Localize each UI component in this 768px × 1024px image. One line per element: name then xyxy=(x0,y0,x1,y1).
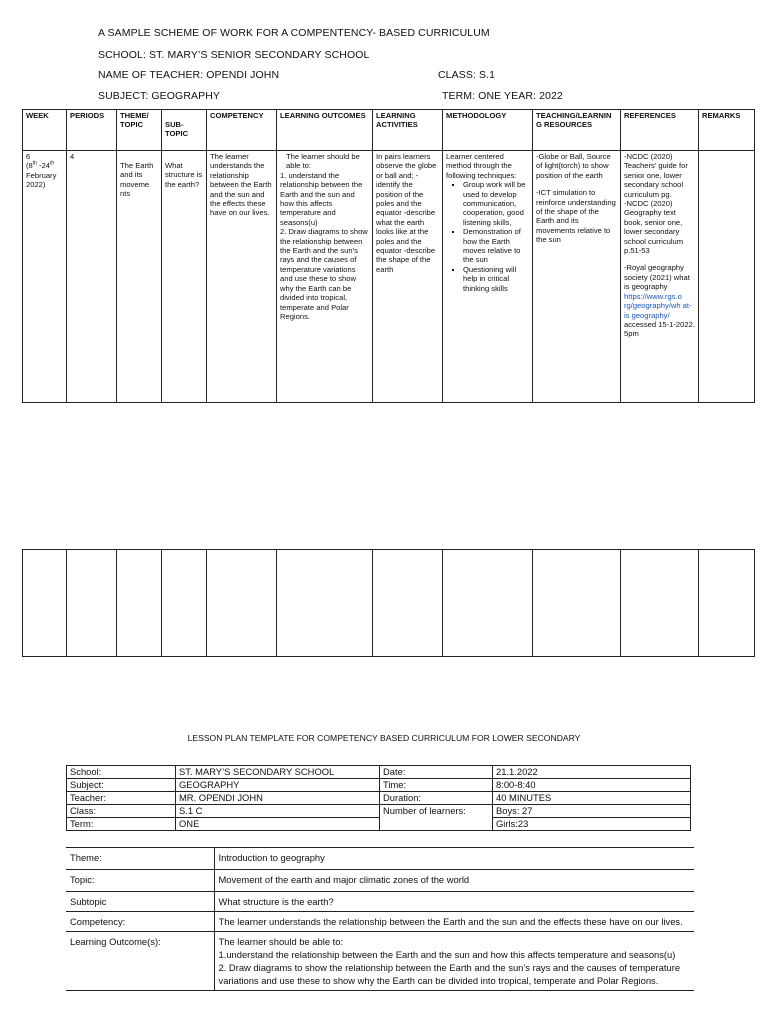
time-label: Time: xyxy=(380,779,493,792)
empty-row xyxy=(23,550,755,657)
class-label: Class: xyxy=(67,805,176,818)
info-row xyxy=(67,779,691,792)
scheme-header-row xyxy=(23,110,755,151)
subject-line: SUBJECT: GEOGRAPHY xyxy=(98,90,220,102)
competency-cell: The learner understands the relationship between the Earth and the sun and the effects these have on our lives. xyxy=(207,151,277,403)
info-row xyxy=(67,805,691,818)
subtopic-label: Subtopic xyxy=(66,892,214,912)
activities-header: LEARNING ACTIVITIES xyxy=(373,110,443,151)
subject-value: GEOGRAPHY xyxy=(176,779,380,792)
outcomes-intro: The learner should be able to: xyxy=(286,152,360,171)
competency-label: Competency: xyxy=(66,912,214,932)
plan-row xyxy=(66,912,694,932)
periods-header: PERIODS xyxy=(67,110,117,151)
plan-row xyxy=(66,932,694,991)
date-value: 21.1.2022 xyxy=(493,766,691,779)
reference-3: -Royal geography society (2021) what is geography xyxy=(624,263,690,292)
theme-header: THEME/ TOPIC xyxy=(117,110,162,151)
subtopic-cell: What structure is the earth? xyxy=(162,151,207,403)
methodology-intro: Learner centered method through the following techniques: xyxy=(446,152,517,180)
empty-cell xyxy=(207,550,277,657)
empty-cell xyxy=(373,550,443,657)
empty-cell xyxy=(67,550,117,657)
duration-value: 40 MINUTES xyxy=(493,792,691,805)
outcome-1: 1. understand the relationship between the Earth and the sun and how this affects temperature and seasons(u) xyxy=(280,170,363,227)
subtopic-value: What structure is the earth? xyxy=(214,892,694,912)
plan-row xyxy=(66,848,694,870)
school-label: School: xyxy=(67,766,176,779)
topic-label: Topic: xyxy=(66,870,214,892)
competency-header: COMPETENCY xyxy=(207,110,277,151)
school-value: ST. MARY’S SECONDARY SCHOOL xyxy=(176,766,380,779)
school-line: SCHOOL: ST. MARY’S SENIOR SECONDARY SCHOOL xyxy=(98,49,370,61)
term-line: TERM: ONE YEAR: 2022 xyxy=(442,90,563,102)
plan-outcome-1: 1.understand the relationship between the Earth and the sun and how this affects temperature and seasons(u) xyxy=(218,949,676,960)
class-line: CLASS: S.1 xyxy=(438,69,496,81)
outcomes-header: LEARNING OUTCOMES xyxy=(277,110,373,151)
periods-cell: 4 xyxy=(67,151,117,403)
theme-label: Theme: xyxy=(66,848,214,870)
outcome-2: 2. Draw diagrams to show the relationship between the Earth and the sun’s rays and the causes of temperature variations and use these to show why the Earth can be divided into tropical, temperate and Polar Regions. xyxy=(280,227,368,321)
outcomes-cell xyxy=(277,151,373,403)
reference-4: accessed 15-1-2022. 5pm xyxy=(624,319,695,339)
methodology-item: ▪ Questioning will help in critical thinking skills xyxy=(463,265,529,293)
outcomes-label: Learning Outcome(s): xyxy=(66,932,214,991)
girls-value: Girls:23 xyxy=(493,818,691,831)
info-row xyxy=(67,818,691,831)
document-title: A SAMPLE SCHEME OF WORK FOR A COMPENTENCY- BASED CURRICULUM xyxy=(98,27,490,39)
teacher-label: Teacher: xyxy=(67,792,176,805)
info-row xyxy=(67,792,691,805)
lesson-info-table xyxy=(66,765,691,831)
plan-row xyxy=(66,892,694,912)
scheme-row xyxy=(23,151,755,403)
empty-scheme-table xyxy=(22,549,755,657)
topic-value: Movement of the earth and major climatic zones of the world xyxy=(214,870,694,892)
resources-cell xyxy=(533,151,621,403)
theme-cell: The Earth and its moveme nts xyxy=(117,151,162,403)
empty-cell xyxy=(443,550,533,657)
methodology-item: ▪ Demonstration of how the Earth moves relative to the sun xyxy=(463,227,529,265)
week-header: WEEK xyxy=(23,110,67,151)
info-row xyxy=(67,766,691,779)
methodology-list xyxy=(446,180,529,293)
subject-label: Subject: xyxy=(67,779,176,792)
week-range-mid: -24 xyxy=(36,161,51,171)
scheme-of-work-table xyxy=(22,109,755,403)
week-range-sup-2: th xyxy=(50,160,55,167)
empty-cell xyxy=(621,550,699,657)
resources-header: TEACHING/LEARNIN G RESOURCES xyxy=(533,110,621,151)
subtopic-header: SUB-TOPIC xyxy=(162,110,207,151)
references-header: REFERENCES xyxy=(621,110,699,151)
boys-value: Boys: 27 xyxy=(493,805,691,818)
week-range-rest: February 2022) xyxy=(26,170,57,190)
theme-value: Introduction to geography xyxy=(214,848,694,870)
reference-2: -NCDC (2020) Geography text book, senior one, lower secondary school curriculum p.51-53 xyxy=(624,199,684,256)
teacher-line: NAME OF TEACHER: OPENDI JOHN xyxy=(98,69,280,81)
resource-2: -ICT simulation to reinforce understanding of the shape of the Earth and its movements relative to the sun xyxy=(536,188,616,245)
references-cell xyxy=(621,151,699,403)
date-label: Date: xyxy=(380,766,493,779)
week-range-open: (8 xyxy=(26,161,33,171)
lesson-plan-table xyxy=(66,847,694,991)
methodology-header: METHODOLOGY xyxy=(443,110,533,151)
resource-1: -Globe or Ball, Source of light(torch) to show position of the earth xyxy=(536,152,611,180)
term-value: ONE xyxy=(176,818,380,831)
time-value: 8:00-8:40 xyxy=(493,779,691,792)
class-value: S.1 C xyxy=(176,805,380,818)
plan-outcomes-intro: The learner should be able to: xyxy=(218,936,344,947)
duration-label: Duration: xyxy=(380,792,493,805)
plan-row xyxy=(66,870,694,892)
empty-cell xyxy=(162,550,207,657)
reference-link[interactable]: https://www.rgs.o rg/geography/wh at-is geography/ xyxy=(624,291,692,320)
empty-cell xyxy=(533,550,621,657)
plan-outcome-2: 2. Draw diagrams to show the relationship between the Earth and the sun’s rays and the causes of temperature variations and use these to show why the Earth can be divided into tropical, temperate and Polar Regions. xyxy=(218,962,681,986)
week-range-sup-1: th xyxy=(32,160,37,167)
reference-1: -NCDC (2020) Teachers’ guide for senior one, lower secondary school curriculum pg. xyxy=(624,152,688,199)
empty-cell xyxy=(23,550,67,657)
competency-value: The learner understands the relationship between the Earth and the sun and the effects these have on our lives. xyxy=(214,912,694,932)
remarks-cell xyxy=(699,151,755,403)
empty-cell xyxy=(699,550,755,657)
methodology-cell xyxy=(443,151,533,403)
week-cell xyxy=(23,151,67,403)
term-label: Term: xyxy=(67,818,176,831)
remarks-header: REMARKS xyxy=(699,110,755,151)
activities-cell: In pairs learners observe the globe or ball and; -identify the position of the poles and the equator -describe what the earth looks like at the poles and the equator -describe the shape of the earth xyxy=(373,151,443,403)
empty-cell xyxy=(277,550,373,657)
learners-label: Number of learners: xyxy=(380,805,493,831)
outcomes-value xyxy=(214,932,694,991)
empty-cell xyxy=(117,550,162,657)
teacher-value: MR. OPENDI JOHN xyxy=(176,792,380,805)
week-number: 6 xyxy=(26,152,31,161)
methodology-item: ▪ Group work will be used to develop communication, cooperation, good listening skills, xyxy=(463,180,529,227)
lesson-plan-title: LESSON PLAN TEMPLATE FOR COMPETENCY BASED CURRICULUM FOR LOWER SECONDARY xyxy=(187,733,581,743)
